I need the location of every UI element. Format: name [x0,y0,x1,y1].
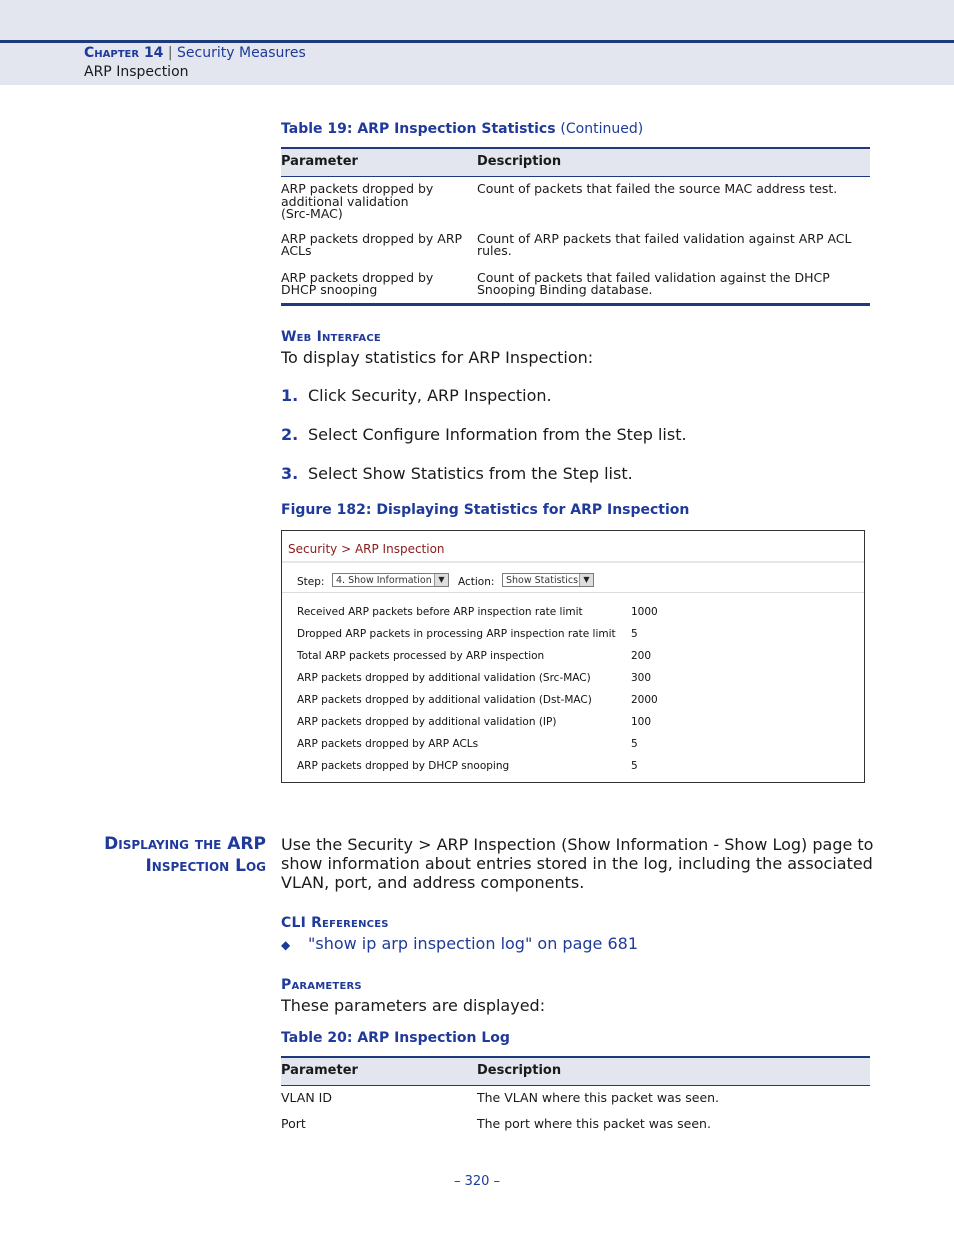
table-cell-desc [477,177,870,225]
chevron-down-icon: ▼ [434,574,448,586]
section-heading [40,833,266,877]
stat-row [297,738,857,760]
stat-value: 5 [631,628,638,640]
cell-line: ARP packets dropped by [281,181,434,196]
stat-value: 300 [631,672,652,684]
step-item [281,464,633,483]
stat-row [297,694,857,716]
stat-row [297,760,857,782]
cell-line: (Src-MAC) [281,206,343,221]
table-cell-desc: The VLAN where this packet was seen. [477,1090,720,1105]
step-text: Select Configure Information from the Step list. [308,425,687,444]
cell-line: Count of ARP packets that failed validation against ARP ACL [477,230,852,246]
section-heading-line: Inspection Log [145,856,266,876]
table-cell-desc [477,262,870,305]
table-cell-param [281,225,477,262]
step-item [281,425,687,444]
cell-line: Count of packets that failed validation against the DHCP [477,269,830,285]
table20 [281,1056,870,1134]
table19 [281,147,870,306]
step-number: 3. [281,464,299,483]
cell-line: ARP packets dropped by [281,269,434,285]
table-cell-param [281,262,477,305]
step-select[interactable] [332,573,449,587]
screenshot-divider [282,561,864,563]
cli-reference-link[interactable]: "show ip arp inspection log" on page 681 [308,934,638,953]
body-line: show information about entries stored in the log, including the associated [281,854,873,873]
chapter-title [84,45,306,61]
chevron-down-icon: ▼ [579,574,593,586]
table19-col-desc: Description [477,148,870,177]
body-line: Use the Security > ARP Inspection (Show Information - Show Log) page to [281,835,874,854]
stat-row [297,672,857,694]
parameters-heading: Parameters [281,977,362,993]
table20-caption: Table 20: ARP Inspection Log [281,1030,510,1046]
cell-line: ACLs [281,243,312,258]
table19-header-row [281,148,870,177]
table19-col-param: Parameter [281,148,477,177]
web-interface-heading: Web Interface [281,329,381,345]
screenshot-title: Security > ARP Inspection [288,542,445,556]
stat-row [297,716,857,738]
action-select[interactable] [502,573,594,587]
web-interface-intro: To display statistics for ARP Inspection: [281,348,594,367]
stat-label: ARP packets dropped by additional validation (Src-MAC) [297,672,591,684]
table19-caption-text: Table 19: ARP Inspection Statistics [281,121,556,137]
body-line: VLAN, port, and address components. [281,873,585,892]
table19-caption-suffix: (Continued) [560,121,644,137]
step-label: Step: [297,576,325,588]
chapter-number: Chapter 14 [84,45,164,61]
table-row [281,177,870,225]
table-cell-param: VLAN ID [281,1090,332,1105]
section-heading-line: Displaying the ARP [104,834,266,854]
step-text: Click Security, ARP Inspection. [308,386,552,405]
cell-line: rules. [477,243,512,258]
header-rule [0,40,954,43]
section-body [281,835,873,892]
stat-row [297,606,857,628]
stat-label: ARP packets dropped by additional validation (IP) [297,716,557,728]
table19-caption [281,121,643,137]
header-subsection: ARP Inspection [84,64,189,80]
table-cell-desc [477,225,870,262]
cell-line: DHCP snooping [281,282,378,297]
bullet-icon: ◆ [281,938,291,952]
stat-row [297,628,857,650]
action-select-value: Show Statistics [506,575,579,586]
table-cell-param: Port [281,1115,306,1131]
stat-label: ARP packets dropped by DHCP snooping [297,760,510,772]
step-select-value: 4. Show Information [336,575,432,586]
stat-row [297,650,857,672]
cli-reference-item [281,934,638,953]
table-row [281,262,870,305]
cell-line: Count of packets that failed the source MAC address test. [477,181,838,196]
step-number: 1. [281,386,299,405]
stat-value: 2000 [631,694,658,706]
figure-screenshot [281,530,865,783]
cell-line: Snooping Binding database. [477,282,653,297]
step-text: Select Show Statistics from the Step list. [308,464,633,483]
cell-line: additional validation [281,193,409,209]
step-item [281,386,552,405]
stat-label: ARP packets dropped by ARP ACLs [297,738,479,750]
table20-header-row [281,1057,870,1086]
action-label: Action: [458,576,495,588]
stat-value: 200 [631,650,652,662]
table20-col-desc: Description [477,1057,870,1086]
stat-label: Received ARP packets before ARP inspection rate limit [297,606,583,618]
stat-label: Total ARP packets processed by ARP inspection [297,650,545,662]
stat-value: 100 [631,716,652,728]
table-cell-desc: The port where this packet was seen. [477,1115,711,1131]
stat-label: Dropped ARP packets in processing ARP inspection rate limit [297,628,616,640]
stat-label: ARP packets dropped by additional validation (Dst-MAC) [297,694,592,706]
cli-references-heading: CLI References [281,915,389,931]
table20-col-param: Parameter [281,1057,477,1086]
table-cell-param [281,177,477,225]
stat-value: 5 [631,760,638,772]
cell-line: ARP packets dropped by ARP [281,230,463,246]
table-row [281,1086,870,1113]
header-separator: | [167,45,173,61]
table-row [281,225,870,262]
stat-value: 1000 [631,606,658,618]
page-number: – 320 – [453,1174,501,1189]
parameters-intro: These parameters are displayed: [281,996,546,1015]
table-row [281,1113,870,1135]
chapter-section: Security Measures [177,45,306,61]
step-number: 2. [281,425,299,444]
screenshot-divider [282,592,864,593]
figure-caption: Figure 182: Displaying Statistics for ARP Inspection [281,502,690,518]
stat-value: 5 [631,738,638,750]
